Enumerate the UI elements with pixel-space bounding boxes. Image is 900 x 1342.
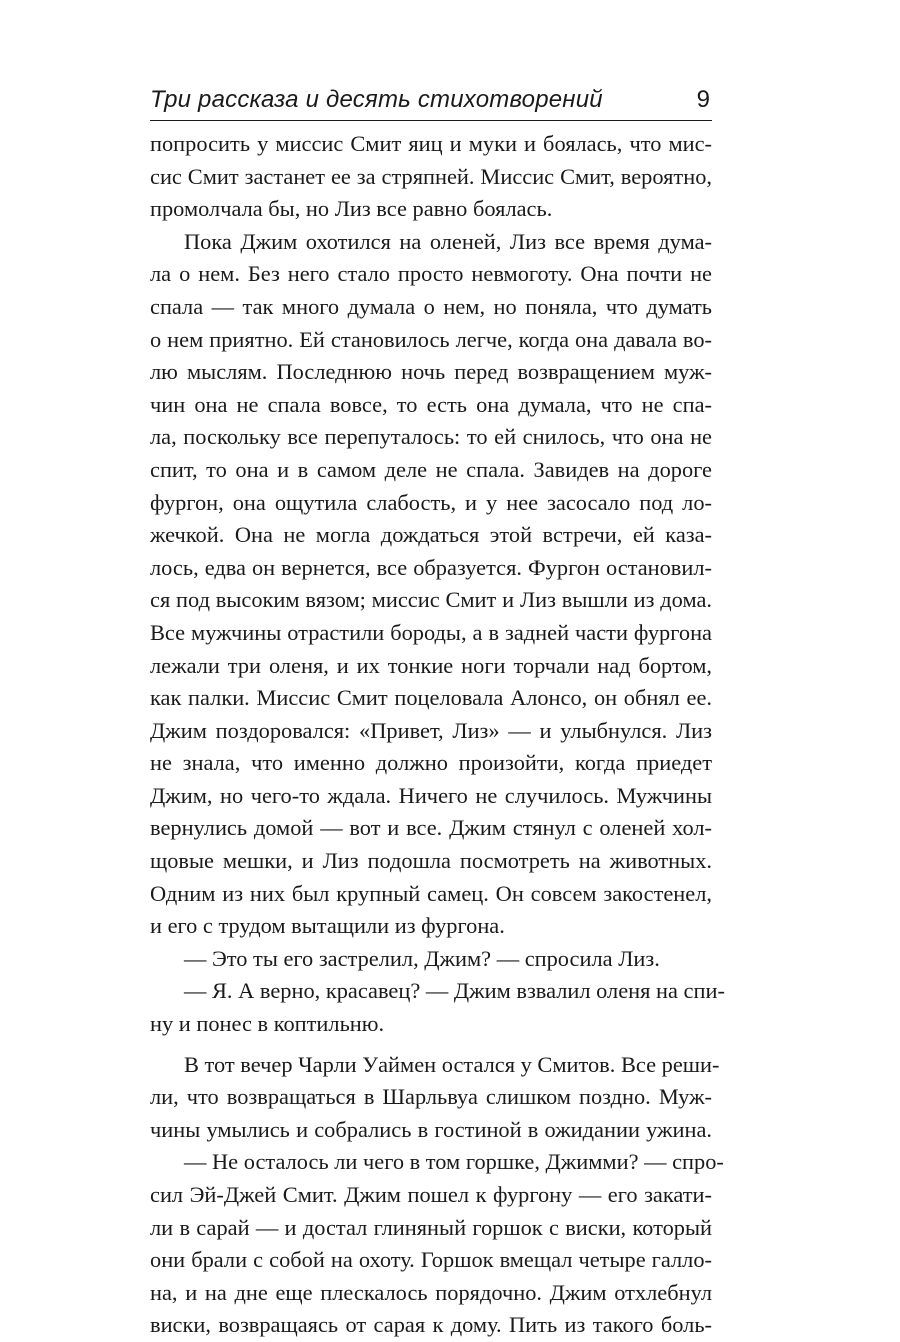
running-header <box>150 82 712 121</box>
text-line: попросить у миссис Смит яиц и муки и боялась, что мис- <box>150 131 712 156</box>
text-line: виски, возвращаясь от сарая к дому. Пить из такого боль- <box>150 1312 712 1338</box>
page-number: 9 <box>696 86 710 113</box>
text-line: промолчала бы, но Лиз все равно боялась. <box>150 196 553 222</box>
text-line: Все мужчины отрастили бороды, а в задней части фургона <box>150 619 712 645</box>
body-text <box>150 128 725 1342</box>
text-line: — Я. А верно, красавец? — Джим взвалил оленя на спи- <box>184 978 725 1004</box>
text-line: о нем приятно. Ей становилось легче, когда она давала во- <box>150 326 712 352</box>
text-line: ли, что возвращаться в Шарльвуа слишком поздно. Муж- <box>150 1084 712 1110</box>
text-line: — Не осталось ли чего в том горшке, Джимми? — спро- <box>184 1149 724 1175</box>
text-line: сил Эй-Джей Смит. Джим пошел к фургону — его закати- <box>150 1182 712 1207</box>
text-line: Пока Джим охотился на оленей, Лиз все время дума- <box>184 228 712 254</box>
text-line: не знала, что именно должно произойти, когда приедет <box>150 750 712 776</box>
text-line: чин она не спала вовсе, то есть она думала, что не спа- <box>150 391 712 417</box>
running-title: Три рассказа и десять стихотворений <box>150 86 603 113</box>
text-line: лежали три оленя, и их тонкие ноги торчали над бортом, <box>150 652 712 678</box>
text-line: чины умылись и собрались в гостиной в ожидании ужина. <box>150 1116 712 1142</box>
text-line: как палки. Миссис Смит поцеловала Алонсо, он обнял ее. <box>150 685 712 711</box>
text-line: спала — так много думала о нем, но поняла, что думать <box>150 293 712 319</box>
text-line: на, и на дне еще плескалось порядочно. Джим отхлебнул <box>150 1279 712 1305</box>
text-line: и его с трудом вытащили из фургона. <box>150 913 505 939</box>
text-line: В тот вечер Чарли Уаймен остался у Смитов. Все реши- <box>184 1051 720 1077</box>
text-line: они брали с собой на охоту. Горшок вмещал четыре галло- <box>150 1247 712 1273</box>
text-line: ла о нем. Без него стало просто невмоготу. Она почти не <box>150 261 712 287</box>
text-line: лось, едва он вернется, все образуется. Фургон остановил- <box>150 554 712 580</box>
text-line: жечкой. Она не могла дождаться этой встречи, ей каза- <box>150 522 712 548</box>
text-line: ся под высоким вязом; миссис Смит и Лиз вышли из дома. <box>150 587 712 613</box>
text-line: ла, поскольку все перепуталось: то ей снилось, что она не <box>150 424 712 450</box>
text-line: сис Смит застанет ее за стряпней. Миссис Смит, вероятно, <box>150 163 712 189</box>
text-line: Одним из них был крупный самец. Он совсем закостенел, <box>150 880 712 906</box>
text-line: спит, то она и в самом деле не спала. Завидев на дороге <box>150 456 712 482</box>
text-line: ну и понес в коптильню. <box>150 1011 385 1037</box>
text-line: Джим, но чего-то ждала. Ничего не случилось. Мужчины <box>150 782 712 808</box>
text-line: фургон, она ощутила слабость, и у нее засосало под ло- <box>150 489 712 515</box>
text-line: щовые мешки, и Лиз подошла посмотреть на животных. <box>150 848 712 874</box>
text-line: лю мыслям. Последнюю ночь перед возвращением муж- <box>150 359 712 385</box>
text-line: вернулись домой — вот и все. Джим стянул с оленей хол- <box>150 815 712 841</box>
text-line: Джим поздоровался: «Привет, Лиз» — и улыбнулся. Лиз <box>150 717 712 743</box>
text-line: ли в сарай — и достал глиняный горшок с виски, который <box>150 1214 712 1240</box>
scene-break <box>150 1041 712 1049</box>
text-line: — Это ты его застрелил, Джим? — спросила Лиз. <box>184 945 660 971</box>
